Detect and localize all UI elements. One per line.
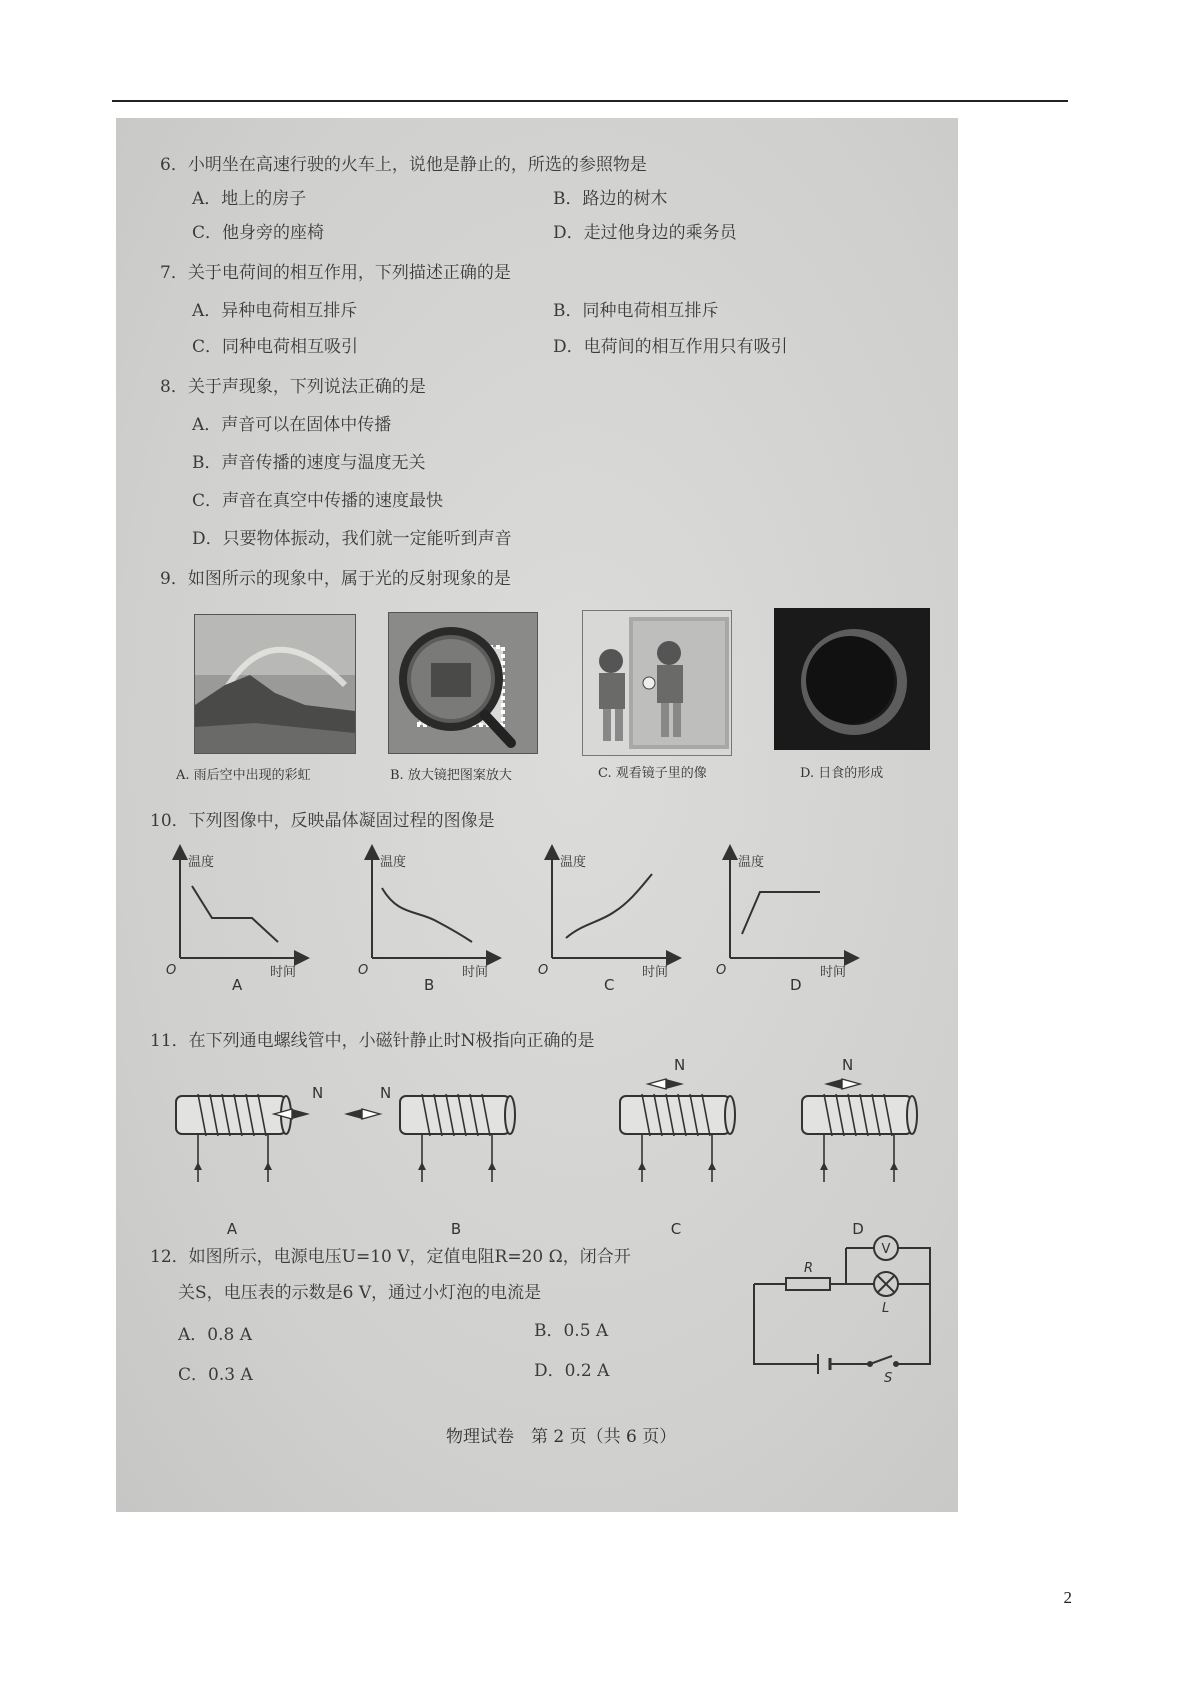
- q10-origin: O: [538, 963, 549, 978]
- q8-option-b: B．声音传播的速度与温度无关: [192, 453, 426, 473]
- q11-option-label: B: [450, 1220, 462, 1238]
- resistor-label: R: [804, 1261, 814, 1276]
- scanned-page: [116, 118, 958, 1512]
- q8-option-a: A．声音可以在固体中传播: [192, 415, 392, 435]
- q11-pole-label: N: [312, 1084, 324, 1102]
- q10-origin: O: [358, 963, 369, 978]
- q11-solenoid-b: [344, 1084, 515, 1238]
- q11-pole-label: N: [842, 1056, 854, 1074]
- q9-caption-a: A. 雨后空中出现的彩虹: [176, 768, 311, 783]
- q10-origin: O: [716, 963, 727, 978]
- q10-ylabel: 温度: [560, 855, 587, 870]
- q7-option-b: B．同种电荷相互排斥: [553, 301, 719, 321]
- q10-option-label: D: [790, 976, 802, 994]
- voltmeter-label: V: [881, 1242, 891, 1257]
- q10-graph-b: [358, 852, 494, 994]
- q10-option-label: C: [604, 976, 615, 994]
- q12-option-a: A．0.8 A: [178, 1325, 252, 1345]
- q10-stem: 10．下列图像中，反映晶体凝固过程的图像是: [150, 811, 495, 831]
- q10-option-label: B: [424, 976, 435, 994]
- q10-ylabel: 温度: [380, 855, 407, 870]
- q9-caption-c: C. 观看镜子里的像: [598, 766, 707, 781]
- mirror-image: [582, 610, 732, 756]
- q6-option-c: C．他身旁的座椅: [192, 223, 325, 243]
- solar-eclipse-image: [774, 608, 930, 750]
- compass-needle-icon: [344, 1109, 380, 1119]
- q11-solenoid-c: [620, 1056, 735, 1238]
- q8-option-d: D．只要物体振动，我们就一定能听到声音: [192, 529, 512, 549]
- q11-solenoids: [166, 1058, 956, 1238]
- q10-curve: [192, 886, 278, 942]
- q10-graph-a: [166, 852, 302, 994]
- q12-option-c: C．0.3 A: [178, 1365, 253, 1385]
- q10-graphs: [166, 846, 956, 996]
- top-rule: [112, 100, 1068, 102]
- q10-option-label: A: [232, 976, 243, 994]
- compass-needle-icon: [824, 1079, 860, 1089]
- lamp-label: L: [882, 1301, 890, 1316]
- q12-option-b: B．0.5 A: [534, 1321, 609, 1341]
- q12-stem-line2: 关S，电压表的示数是6 V，通过小灯泡的电流是: [178, 1283, 542, 1303]
- q11-option-label: D: [852, 1220, 864, 1238]
- q11-stem: 11．在下列通电螺线管中，小磁针静止时N极指向正确的是: [150, 1031, 595, 1051]
- q6-option-a: A．地上的房子: [192, 189, 307, 209]
- q12-circuit-diagram: [744, 1220, 944, 1386]
- q11-solenoid-a: [176, 1084, 323, 1238]
- page-footer: 物理试卷 第 2 页（共 6 页）: [446, 1427, 677, 1447]
- magnifier-image: [388, 612, 538, 754]
- q8-option-c: C．声音在真空中传播的速度最快: [192, 491, 444, 511]
- q11-solenoid-d: [802, 1056, 917, 1238]
- q10-ylabel: 温度: [188, 855, 215, 870]
- q9-caption-b: B. 放大镜把图案放大: [390, 768, 512, 783]
- q11-option-label: C: [670, 1220, 682, 1238]
- q11-pole-label: N: [380, 1084, 392, 1102]
- q9-caption-d: D. 日食的形成: [800, 766, 884, 781]
- rainbow-image: [194, 614, 356, 754]
- q8-stem: 8．关于声现象，下列说法正确的是: [160, 377, 426, 397]
- q7-option-c: C．同种电荷相互吸引: [192, 337, 359, 357]
- q10-curve: [742, 892, 820, 934]
- q10-graph-d: [716, 852, 852, 994]
- q10-ylabel: 温度: [738, 855, 765, 870]
- q10-xlabel: 时间: [642, 965, 669, 980]
- q11-pole-label: N: [674, 1056, 686, 1074]
- q10-xlabel: 时间: [462, 965, 489, 980]
- q10-xlabel: 时间: [820, 965, 847, 980]
- q10-curve: [382, 888, 472, 942]
- q11-option-label: A: [226, 1220, 238, 1238]
- q10-origin: O: [166, 963, 177, 978]
- q6-option-d: D．走过他身边的乘务员: [553, 223, 737, 243]
- q12-option-d: D．0.2 A: [534, 1361, 610, 1381]
- resistor-symbol: [786, 1278, 830, 1290]
- q6-stem: 6．小明坐在高速行驶的火车上，说他是静止的，所选的参照物是: [160, 155, 647, 175]
- q6-option-b: B．路边的树木: [553, 189, 668, 209]
- page-number: 2: [1063, 1588, 1072, 1607]
- q10-xlabel: 时间: [270, 965, 297, 980]
- q7-option-d: D．电荷间的相互作用只有吸引: [553, 337, 788, 357]
- q9-stem: 9．如图所示的现象中，属于光的反射现象的是: [160, 569, 511, 589]
- compass-needle-icon: [648, 1079, 684, 1089]
- q7-option-a: A．异种电荷相互排斥: [192, 301, 358, 321]
- switch-label: S: [884, 1371, 893, 1386]
- q7-stem: 7．关于电荷间的相互作用，下列描述正确的是: [160, 263, 511, 283]
- q10-graph-c: [538, 852, 674, 994]
- q12-stem-line1: 12．如图所示，电源电压U=10 V，定值电阻R=20 Ω，闭合开: [150, 1247, 631, 1267]
- q10-curve: [566, 874, 652, 938]
